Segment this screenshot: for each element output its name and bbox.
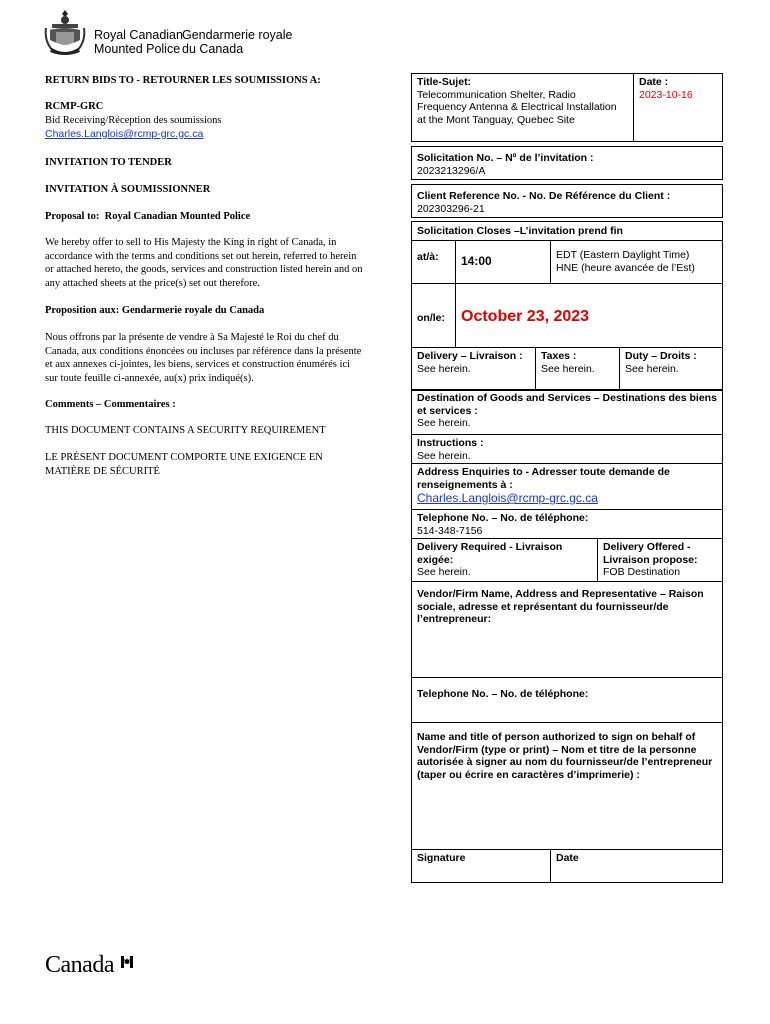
- client-ref-value: 202303296-21: [417, 202, 485, 215]
- proposition-label: Proposition aux:: [45, 305, 120, 316]
- instructions-value: See herein.: [417, 449, 471, 462]
- invitation-fr: INVITATION À SOUMISSIONNER: [45, 184, 211, 195]
- signature-label: Signature: [417, 852, 466, 864]
- duty-label: Duty – Droits :: [625, 350, 697, 362]
- solicitation-value: 2023213296/A: [417, 164, 486, 177]
- org-name-en-line2: Mounted Police: [94, 42, 181, 56]
- signature-cell[interactable]: [411, 849, 551, 883]
- client-ref-label: Client Reference No. - No. De Référence du Client :: [417, 190, 671, 202]
- on-label-cell: [411, 283, 456, 348]
- time-cell: [455, 240, 551, 284]
- duty-value: See herein.: [625, 362, 679, 375]
- org-code: RCMP-GRC: [45, 101, 104, 112]
- delivery-required-cell: [411, 538, 598, 582]
- offer-en: We hereby offer to sell to His Majesty the King in right of Canada, in accordance with the terms and conditions set out herein, referred to herein or attached hereto, the goods, services and construction listed herein and on any attached sheets at the price(s) set out therefore.: [45, 237, 363, 289]
- close-date-cell: [455, 283, 723, 348]
- closes-cell: [411, 221, 723, 241]
- solicitation-label: Solicitation No. – Nº de l’invitation :: [417, 152, 594, 164]
- signature-date-cell[interactable]: [550, 849, 723, 883]
- closes-label: Solicitation Closes –L’invitation prend fin: [417, 225, 623, 237]
- destination-cell: [411, 389, 723, 435]
- security-en: THIS DOCUMENT CONTAINS A SECURITY REQUIREMENT: [45, 425, 326, 436]
- phone-value: 514-348-7156: [417, 524, 483, 537]
- close-date-value: October 23, 2023: [461, 308, 590, 325]
- on-label: on/le:: [417, 312, 445, 324]
- title-label: Title-Sujet:: [417, 76, 472, 88]
- rcmp-crest-icon: [44, 8, 86, 56]
- comments-label: Comments – Commentaires :: [45, 399, 176, 410]
- proposal-label: Proposal to:: [45, 211, 100, 222]
- solicitation-cell: [411, 146, 723, 180]
- return-bids-heading: RETURN BIDS TO - RETOURNER LES SOUMISSIONS A:: [45, 75, 321, 86]
- invitation-en: INVITATION TO TENDER: [45, 157, 172, 168]
- vendor-phone-cell[interactable]: [411, 677, 723, 723]
- tender-form: [411, 73, 723, 883]
- canada-wordmark: [45, 952, 135, 982]
- date-cell: [633, 73, 723, 142]
- time-value: 14:00: [461, 254, 492, 268]
- vendor-label: Vendor/Firm Name, Address and Representative – Raison sociale, adresse et représentant du fournisseur/de l’entrepreneur:: [417, 588, 704, 625]
- org-name-fr-line2: du Canada: [182, 42, 244, 56]
- enquiries-cell: [411, 463, 723, 510]
- flag-icon: [121, 956, 133, 968]
- delivery-cell: [411, 347, 536, 391]
- taxes-cell: [535, 347, 620, 391]
- instructions-cell: [411, 434, 723, 464]
- delivery-value: See herein.: [417, 362, 471, 375]
- timezone-fr: HNE (heure avancée de l’Est): [556, 261, 695, 274]
- canada-wordmark-text: Canada: [45, 952, 114, 978]
- vendor-phone-label: Telephone No. – No. de téléphone:: [417, 688, 589, 700]
- destination-value: See herein.: [417, 417, 471, 429]
- client-ref-cell: [411, 184, 723, 218]
- title-value: Telecommunication Shelter, Radio Frequency Antenna & Electrical Installation at the Mont Tanguay, Quebec Site: [417, 88, 617, 126]
- date-label: Date :: [639, 76, 669, 88]
- instructions-label: Instructions :: [417, 437, 484, 449]
- taxes-value: See herein.: [541, 362, 595, 375]
- delivery-offered-label: Delivery Offered - Livraison propose:: [603, 541, 698, 566]
- return-email-link[interactable]: Charles.Langlois@rcmp-grc.gc.ca: [45, 128, 204, 140]
- org-name-fr: [182, 28, 292, 56]
- page-header: [44, 8, 344, 58]
- proposal-recipient: Royal Canadian Mounted Police: [104, 211, 251, 222]
- org-name-en-line1: Royal Canadian: [94, 28, 183, 42]
- timezone-en: EDT (Eastern Daylight Time): [556, 249, 690, 261]
- duty-cell: [619, 347, 723, 391]
- taxes-label: Taxes :: [541, 350, 577, 362]
- delivery-required-value: See herein.: [417, 566, 471, 578]
- delivery-offered-cell: [597, 538, 723, 582]
- date-value: 2023-10-16: [639, 88, 693, 101]
- timezone-cell: [550, 240, 723, 284]
- at-label-cell: [411, 240, 456, 284]
- destination-label: Destination of Goods and Services – Destinations des biens et services :: [417, 392, 717, 417]
- offer-fr: Nous offrons par la présente de vendre à Sa Majesté le Roi du chef du Canada, aux conditions énoncées ou incluses par référence dans la présente et aux annexes ci-jointes, les biens, services et construction énumérés ici sur toute feuille ci-annexée, au(x) prix indiqué(s).: [45, 332, 362, 384]
- bid-receiving: Bid Receiving/Réception des soumissions: [45, 115, 222, 126]
- signature-date-label: Date: [556, 852, 579, 864]
- phone-cell: [411, 509, 723, 539]
- phone-label: Telephone No. – No. de téléphone:: [417, 512, 589, 524]
- at-label: at/à:: [417, 251, 439, 263]
- org-name-fr-line1: Gendarmerie royale: [182, 28, 293, 42]
- vendor-cell[interactable]: [411, 581, 723, 678]
- org-name-en: [94, 28, 183, 56]
- authorized-person-label: Name and title of person authorized to sign on behalf of Vendor/Firm (type or print) – Nom et titre de la personne autorisée à signer au nom du fournisseur/de l’entrepreneur (taper ou écrire en caractères d’imprimerie) :: [417, 731, 713, 781]
- title-cell: [411, 73, 634, 142]
- delivery-offered-value: FOB Destination: [603, 566, 681, 578]
- delivery-required-label: Delivery Required - Livraison exigée:: [417, 541, 563, 566]
- security-fr: LE PRÉSENT DOCUMENT COMPORTE UNE EXIGENCE EN MATIÈRE DE SÉCURITÉ: [45, 452, 323, 477]
- delivery-label: Delivery – Livraison :: [417, 350, 523, 362]
- proposal-to: [45, 210, 365, 224]
- proposition-to: [45, 304, 365, 318]
- proposition-recipient: Gendarmerie royale du Canada: [121, 305, 265, 316]
- enquiries-email-link[interactable]: Charles.Langlois@rcmp-grc.gc.ca: [417, 491, 598, 505]
- authorized-person-cell[interactable]: [411, 722, 723, 850]
- enquiries-label: Address Enquiries to - Adresser toute demande de renseignements à :: [417, 466, 670, 491]
